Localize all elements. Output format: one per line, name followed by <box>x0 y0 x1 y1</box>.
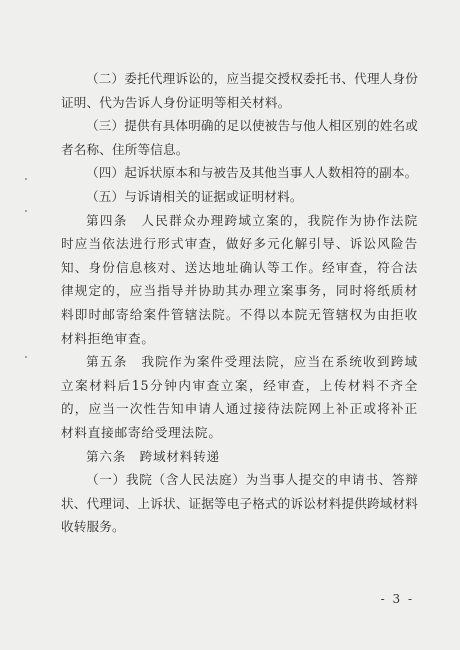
paragraph-5-evidence: （五）与诉请相关的证据或证明材料。 <box>86 188 303 204</box>
article-5: 第五条 我院作为案件受理法院，应当在系统收到跨域立案材料后15分钟内审查立案，经审查，上传材料不齐全的，应当一次性告知申请人通过接待法院网上补正或将补正材料直接邮寄给受理法院。 <box>61 354 418 440</box>
paragraph-3-defendant-info: （三）提供有具体明确的足以使被告与他人相区别的姓名或者名称、住所等信息。 <box>61 118 418 157</box>
paragraph-6-1-material-transfer: （一）我院（含人民法庭）为当事人提交的申请书、答辩状、代理词、上诉状、证据等电子格式的诉讼材料提供跨域材料收转服务。 <box>61 472 418 535</box>
article-4: 第四条 人民群众办理跨域立案的，我院作为协作法院时应当依法进行形式审查，做好多元化解引导、诉讼风险告知、身份信息核对、送达地址确认等工作。经审查，符合法律规定的，应当指导并协助其办理立案事务，同时将纸质材料即时邮寄给案件管辖法院。不得以本院无管辖权为由拒收材料拒绝审查。 <box>61 212 418 346</box>
paragraph-4-complaint-copies: （四）起诉状原本和与被告及其他当事人人数相符的副本。 <box>86 165 418 181</box>
document-body <box>61 67 418 539</box>
article-6-title: 第六条 跨域材料转递 <box>86 448 220 464</box>
scan-mark <box>25 210 27 212</box>
scan-mark <box>25 356 27 358</box>
scan-mark <box>25 178 27 180</box>
paragraph-2-power-of-attorney: （二）委托代理诉讼的，应当提交授权委托书、代理人身份证明、代为告诉人身份证明等相关材料。 <box>61 71 418 110</box>
page-number: - 3 - <box>380 592 414 606</box>
